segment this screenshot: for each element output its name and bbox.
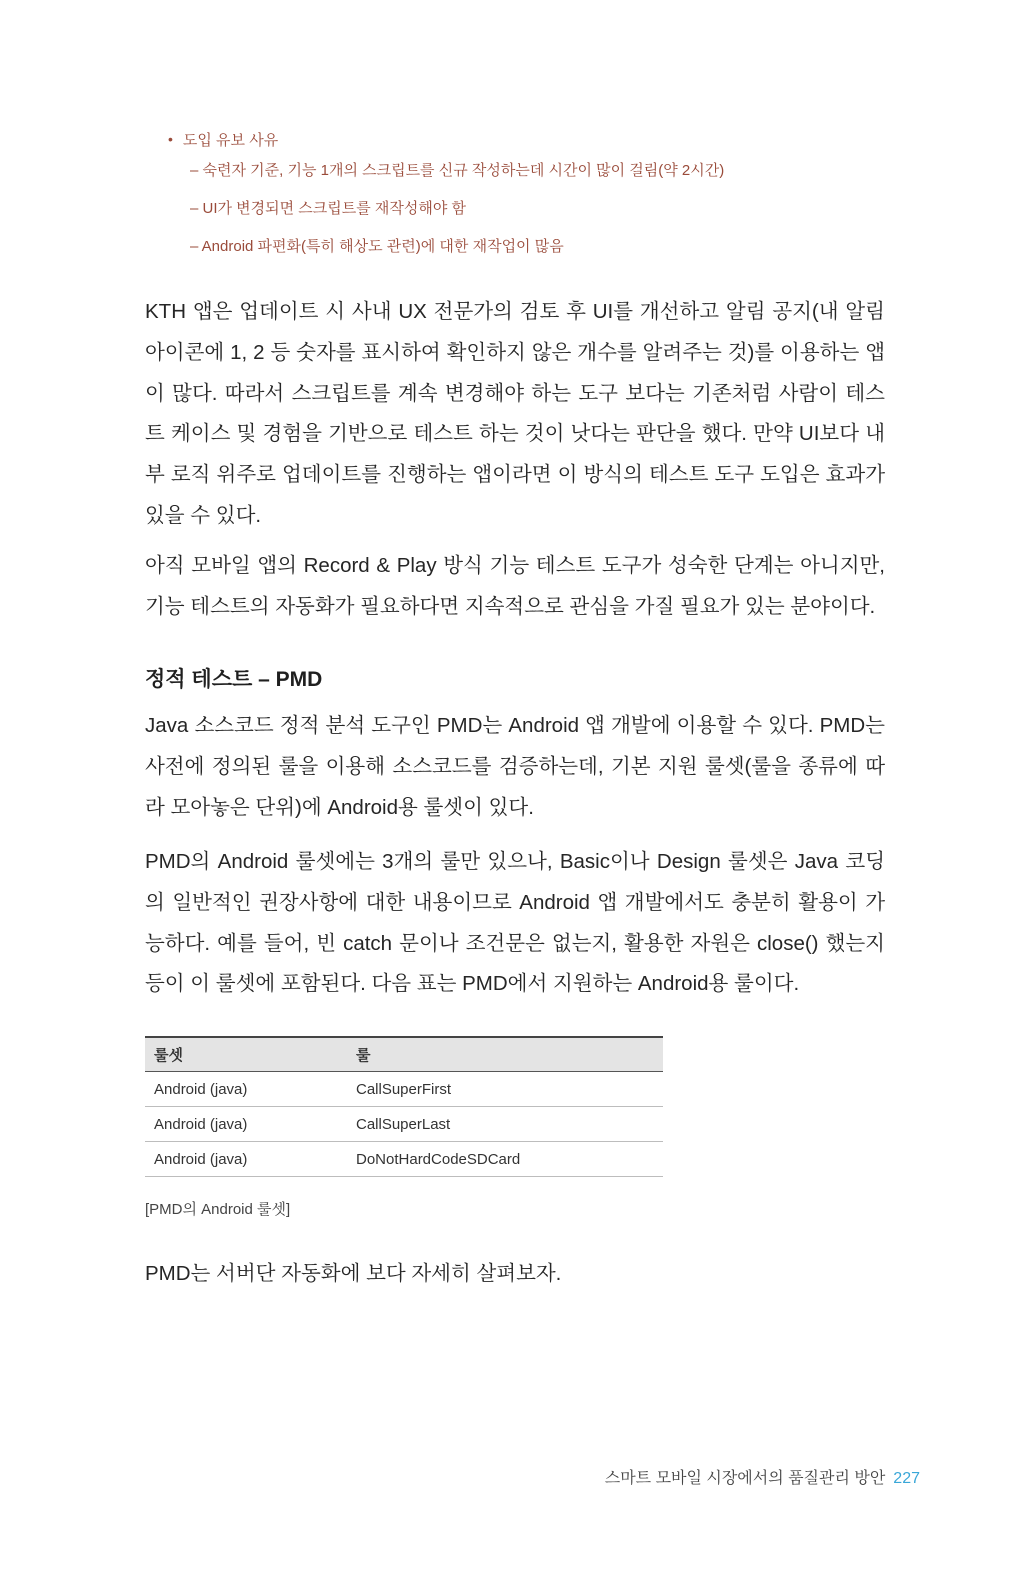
body-paragraph: KTH 앱은 업데이트 시 사내 UX 전문가의 검토 후 UI를 개선하고 알림 공지(내 알림 아이콘에 1, 2 등 숫자를 표시하여 확인하지 않은 개수를 알려주는 것)를 이용하는 앱이 많다. 따라서 스크립트를 계속 변경해야 하는 도구 보다는 기존처럼 사람이 테스트 케이스 및 경험을 기반으로 테스트 하는 것이 낫다는 판단을 했다. 만약 UI보다 내부 로직 위주로 업데이트를 진행하는 앱이라면 이 방식의 테스트 도구 도입은 효과가 있을 수 있다. [145, 300, 885, 527]
table-cell: Android (java) [145, 1107, 347, 1142]
table-cell: DoNotHardCodeSDCard [347, 1142, 663, 1177]
table-cell: Android (java) [145, 1142, 347, 1177]
intro-item: – 숙련자 기준, 기능 1개의 스크립트를 신규 작성하는데 시간이 많이 걸림(약 2시간) [190, 162, 725, 179]
intro-heading-row [168, 126, 888, 152]
table-row [145, 1107, 663, 1142]
table-cell: Android (java) [145, 1072, 347, 1107]
paragraph-kth [145, 292, 885, 537]
table-cell: CallSuperLast [347, 1107, 663, 1142]
closing-sentence: PMD는 서버단 자동화에 보다 자세히 살펴보자. [145, 1262, 562, 1285]
paragraph-record-play [145, 546, 885, 628]
section-heading: 정적 테스트 – PMD [145, 668, 323, 691]
intro-item: – Android 파편화(특히 해상도 관련)에 대한 재작업이 많음 [190, 238, 564, 255]
table-row [145, 1142, 663, 1177]
table-row [145, 1072, 663, 1107]
table-header-ruleset: 룰셋 [145, 1037, 347, 1072]
body-paragraph: 아직 모바일 앱의 Record & Play 방식 기능 테스트 도구가 성숙한 단계는 아니지만, 기능 테스트의 자동화가 필요하다면 지속적으로 관심을 가질 필요가 있는 분야이다. [145, 554, 885, 618]
table-header-rule: 룰 [347, 1037, 663, 1072]
body-paragraph: Java 소스코드 정적 분석 도구인 PMD는 Android 앱 개발에 이용할 수 있다. PMD는 사전에 정의된 룰을 이용해 소스코드를 검증하는데, 기본 지원 룰셋(룰을 종류에 따라 모아놓은 단위)에 Android용 룰셋이 있다. [145, 714, 885, 819]
page-footer [605, 1466, 920, 1492]
bullet-icon: • [168, 131, 173, 147]
table-caption: [PMD의 Android 룰셋] [145, 1201, 291, 1218]
paragraph-pmd-intro [145, 706, 885, 828]
page-number: 227 [893, 1470, 920, 1487]
body-paragraph: PMD의 Android 룰셋에는 3개의 룰만 있으나, Basic이나 Design 룰셋은 Java 코딩의 일반적인 권장사항에 대한 내용이므로 Android 앱 개발에서도 충분히 활용이 가능하다. 예를 들어, 빈 catch 문이나 조건문은 없는지, 활용한 자원은 close() 했는지 등이 이 룰셋에 포함된다. 다음 표는 PMD에서 지원하는 Android용 룰이다. [145, 850, 885, 996]
intro-box [168, 126, 888, 266]
running-title: 스마트 모바일 시장에서의 품질관리 방안 [604, 1470, 886, 1487]
paragraph-pmd-android [145, 842, 885, 1005]
table-cell: CallSuperFirst [347, 1072, 663, 1107]
intro-heading: 도입 유보 사유 [182, 131, 279, 149]
intro-item: – UI가 변경되면 스크립트를 재작성해야 함 [190, 200, 467, 217]
table-header-row [145, 1037, 663, 1072]
ruleset-table [145, 1036, 663, 1177]
